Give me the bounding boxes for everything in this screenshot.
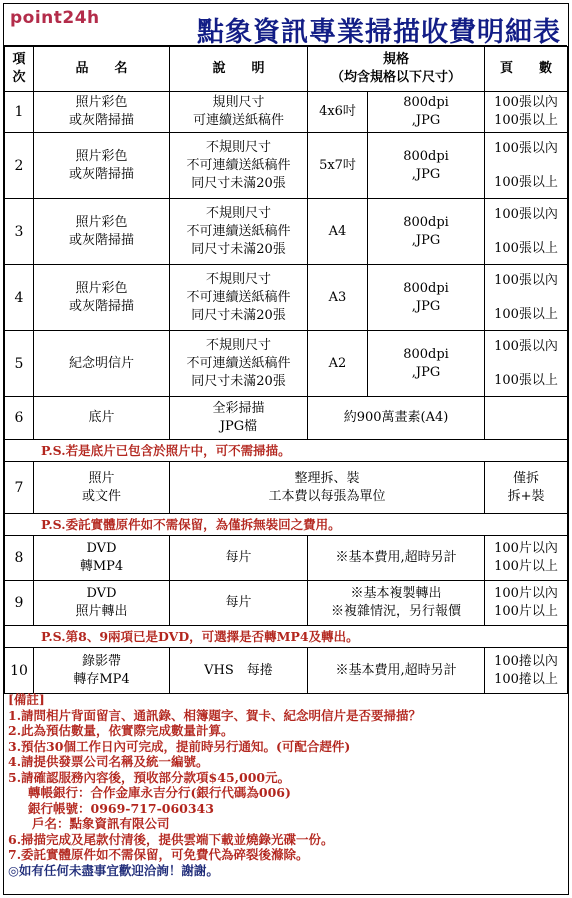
row-format: 800dpi ,JPG — [368, 133, 485, 199]
row-desc: 每片 — [170, 581, 308, 626]
table-row — [5, 581, 568, 626]
remark-item: 3.預估30個工作日內可完成，提前時另行通知。(可配合趕件) — [8, 738, 351, 754]
header-pages: 頁 數 — [485, 47, 568, 92]
row-pages: 100張以內 100張以上 — [485, 331, 568, 397]
row-spec: ※基本複製轉出 ※複雜情況，另行報價 — [308, 581, 485, 626]
row-item: 照片 或文件 — [34, 462, 170, 514]
row-pages-empty — [485, 397, 568, 440]
row-index: 8 — [5, 536, 34, 581]
ps-note-row — [5, 626, 568, 648]
row-size: A2 — [308, 331, 368, 397]
row-size: A4 — [308, 199, 368, 265]
table-header-row — [5, 47, 568, 92]
closing-note: ◎如有任何未盡事宜歡迎洽詢！謝謝。 — [8, 862, 219, 878]
table-row — [5, 92, 568, 133]
ps-note: P.S.若是底片已包含於照片中，可不需掃描。 — [5, 440, 568, 462]
table-row — [5, 397, 568, 440]
row-size: 4x6吋 — [308, 92, 368, 133]
row-index: 4 — [5, 265, 34, 331]
remark-item: 7.委託實體原件如不需保留，可免費代為碎裂後滌除。 — [8, 847, 309, 862]
row-item: 照片彩色 或灰階掃描 — [34, 92, 170, 133]
row-item: 照片彩色 或灰階掃描 — [34, 133, 170, 199]
remark-item: 2.此為預估數量，依實際完成數量計算。 — [8, 723, 234, 738]
row-pages: 僅拆 拆+裝 — [485, 462, 568, 514]
ps-note: P.S.委託實體原件如不需保留，為僅拆無裝回之費用。 — [5, 514, 568, 536]
row-format: 800dpi ,JPG — [368, 331, 485, 397]
row-desc: 不規則尺寸 不可連續送紙稿件 同尺寸未滿20張 — [170, 265, 308, 331]
row-desc: 全彩掃描 JPG檔 — [170, 397, 308, 440]
row-desc: 不規則尺寸 不可連續送紙稿件 同尺寸未滿20張 — [170, 331, 308, 397]
page-title: 點象資訊專業掃描收費明細表 — [197, 17, 561, 48]
sheet-header — [4, 4, 567, 46]
table-row — [5, 133, 568, 199]
row-spec: ※基本費用,超時另計 — [308, 648, 485, 694]
row-spec: 約900萬畫素(A4) — [308, 397, 485, 440]
bank-name: 轉帳銀行：合作金庫永吉分行(銀行代碼為006) — [28, 785, 291, 800]
row-index: 1 — [5, 92, 34, 133]
header-item: 品 名 — [34, 47, 170, 92]
row-item: 照片彩色 或灰階掃描 — [34, 265, 170, 331]
brand-logo: point24h — [10, 8, 100, 28]
row-item: 錄影帶 轉存MP4 — [34, 648, 170, 694]
row-item: 底片 — [34, 397, 170, 440]
header-spec: 規格 （均含規格以下尺寸） — [308, 47, 485, 92]
row-desc: 不規則尺寸 不可連續送紙稿件 同尺寸未滿20張 — [170, 199, 308, 265]
row-item: DVD 轉MP4 — [34, 536, 170, 581]
remark-item: 1.請問相片背面留言、通訊錄、相簿題字、賀卡、紀念明信片是否要掃描？ — [8, 707, 422, 723]
remark-item: 6.掃描完成及尾款付清後，提供雲端下載並燒錄光碟一份。 — [8, 831, 334, 847]
table-row — [5, 265, 568, 331]
remark-item: 5.請確認服務內容後，預收部分款項$45,000元。 — [8, 769, 291, 785]
row-index: 6 — [5, 397, 34, 440]
row-index: 5 — [5, 331, 34, 397]
account-holder: 戶名：點象資訊有限公司 — [32, 816, 170, 831]
table-row — [5, 331, 568, 397]
row-pages: 100張以內 100張以上 — [485, 199, 568, 265]
ps-note-row — [5, 440, 568, 462]
row-pages: 100張以內 100張以上 — [485, 265, 568, 331]
row-index: 10 — [5, 648, 34, 694]
row-format: 800dpi ,JPG — [368, 92, 485, 133]
row-item: DVD 照片轉出 — [34, 581, 170, 626]
row-size: A3 — [308, 265, 368, 331]
row-desc: 整理拆、裝 工本費以每張為單位 — [170, 462, 485, 514]
row-item: 紀念明信片 — [34, 331, 170, 397]
row-pages: 100張以內 100張以上 — [485, 92, 568, 133]
price-table — [4, 46, 568, 694]
row-format: 800dpi ,JPG — [368, 265, 485, 331]
remark-item: 4.請提供發票公司名稱及統一編號。 — [8, 754, 209, 769]
row-desc: VHS 每捲 — [170, 648, 308, 694]
row-item: 照片彩色 或灰階掃描 — [34, 199, 170, 265]
row-pages: 100張以內 100張以上 — [485, 133, 568, 199]
table-row — [5, 648, 568, 694]
table-row — [5, 536, 568, 581]
row-format: 800dpi ,JPG — [368, 199, 485, 265]
row-pages: 100捲以內 100捲以上 — [485, 648, 568, 694]
row-index: 3 — [5, 199, 34, 265]
row-pages: 100片以內 100片以上 — [485, 536, 568, 581]
row-pages: 100片以內 100片以上 — [485, 581, 568, 626]
row-index: 2 — [5, 133, 34, 199]
remarks-section — [4, 692, 567, 878]
row-desc: 每片 — [170, 536, 308, 581]
row-desc: 不規則尺寸 不可連續送紙稿件 同尺寸未滿20張 — [170, 133, 308, 199]
ps-note-row — [5, 514, 568, 536]
header-index: 項 次 — [5, 47, 34, 92]
row-desc: 規則尺寸 可連續送紙稿件 — [170, 92, 308, 133]
table-row — [5, 462, 568, 514]
header-desc: 說 明 — [170, 47, 308, 92]
price-sheet — [3, 3, 569, 895]
row-index: 7 — [5, 462, 34, 514]
row-spec: ※基本費用,超時另計 — [308, 536, 485, 581]
row-size: 5x7吋 — [308, 133, 368, 199]
table-row — [5, 199, 568, 265]
ps-note: P.S.第8、9兩項已是DVD，可選擇是否轉MP4及轉出。 — [5, 626, 568, 648]
remarks-heading: [備註] — [8, 692, 45, 707]
row-index: 9 — [5, 581, 34, 626]
bank-account: 銀行帳號：0969-717-060343 — [28, 800, 214, 816]
